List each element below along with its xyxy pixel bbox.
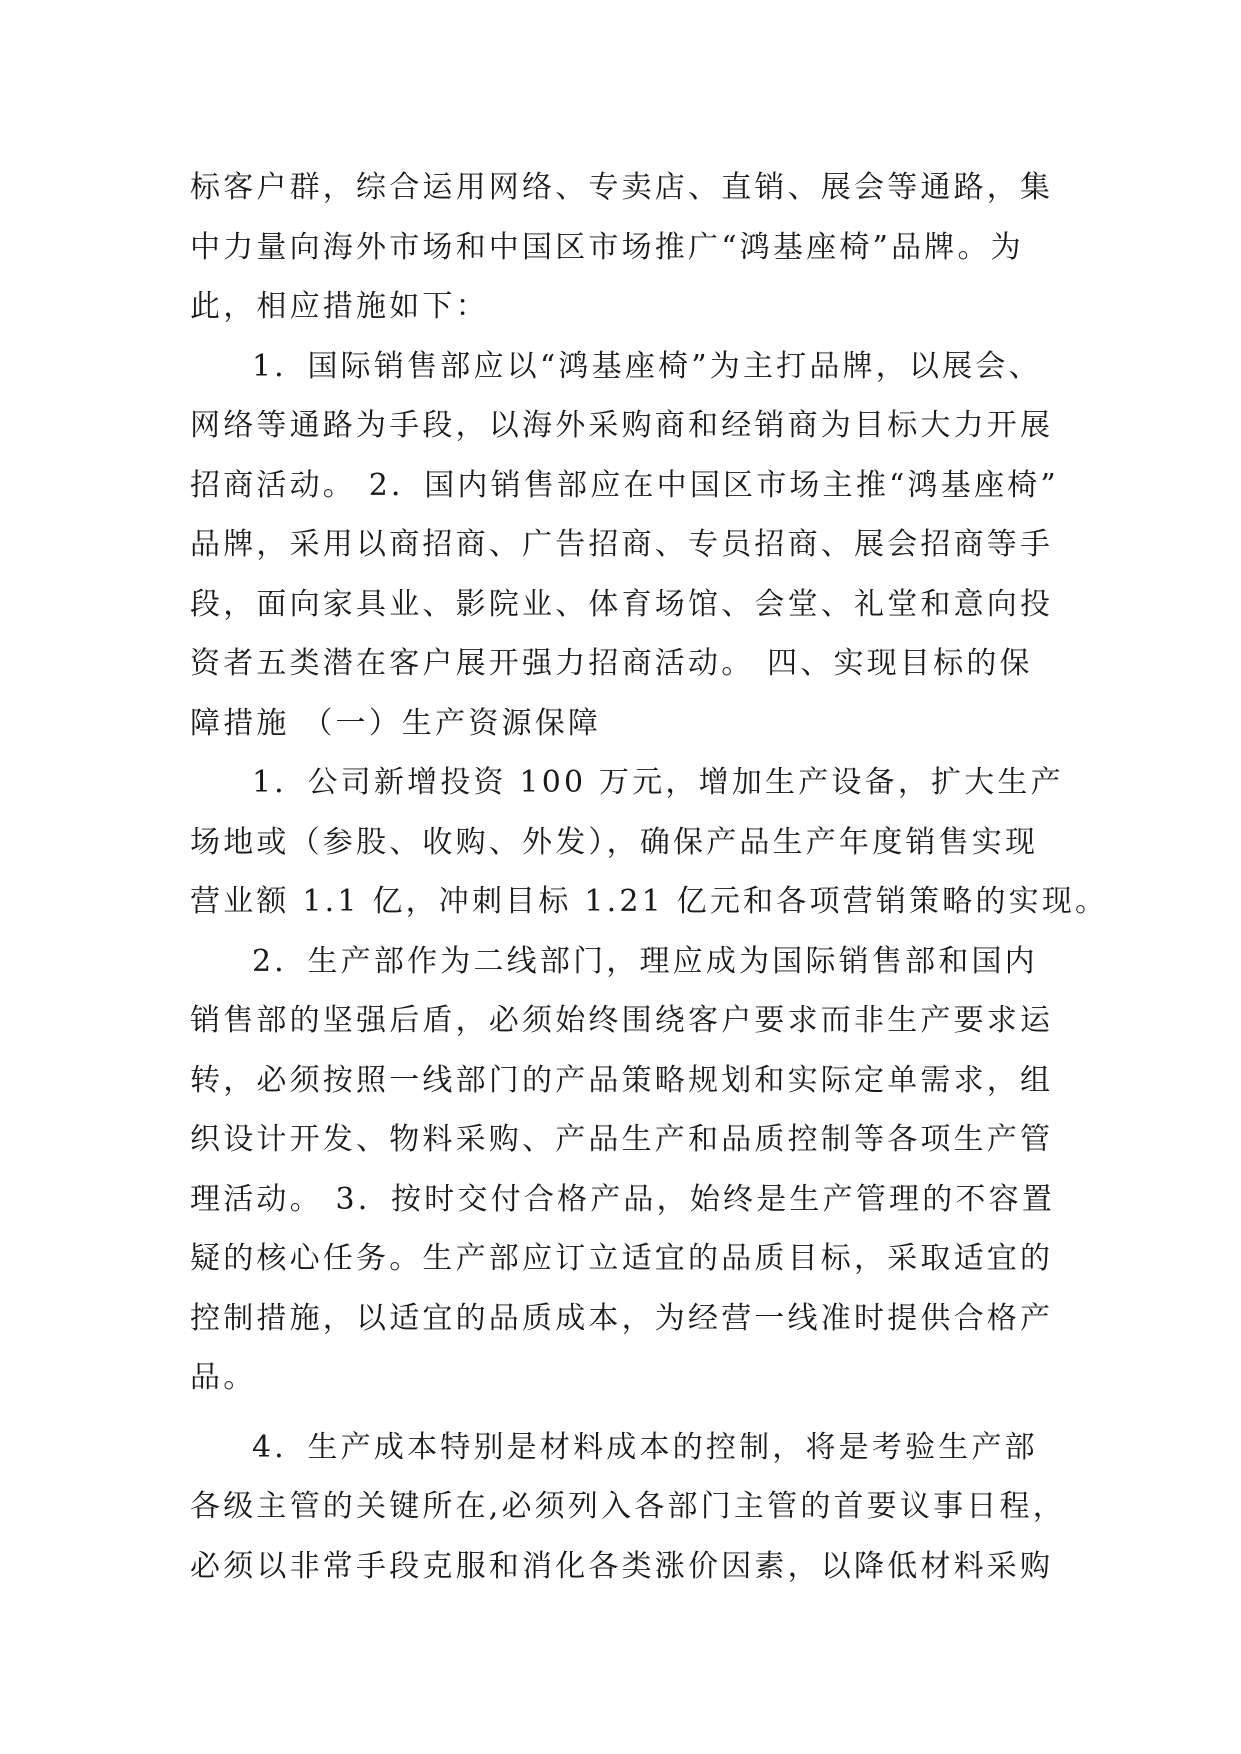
text-line: 控制措施，以适宜的品质成本，为经营一线准时提供合格产 (190, 1300, 1054, 1336)
body-text (190, 158, 1109, 1596)
text-line: 品。 (190, 1360, 257, 1395)
text-line: 销售部的坚强后盾，必须始终围绕客户要求而非生产要求运 (190, 1003, 1054, 1038)
text-line: 疑的核心任务。生产部应订立适宜的品质目标，采取适宜的 (190, 1241, 1054, 1276)
text-line: 织设计开发、物料采购、产品生产和品质控制等各项生产管 (190, 1122, 1054, 1157)
text-line: 场地或（参股、收购、外发），确保产品生产年度销售实现 (190, 824, 1039, 860)
text-line: 段，面向家具业、影院业、体育场馆、会堂、礼堂和意向投 (190, 586, 1054, 622)
text-line: 障措施 （一）生产资源保障 (190, 705, 602, 741)
text-line: 2．生产部作为二线部门，理应成为国际销售部和国内 (252, 943, 1038, 979)
text-line: 资者五类潜在客户展开强力招商活动。 四、实现目标的保 (190, 646, 1033, 681)
text-line: 招商活动。 2．国内销售部应在中国区市场主推“鸿基座椅” (190, 467, 1059, 503)
text-line: 4．生产成本特别是材料成本的控制，将是考验生产部 (252, 1429, 1038, 1465)
text-line: 必须以非常手段克服和消化各类涨价因素，以降低材料采购 (190, 1548, 1054, 1584)
text-line: 营业额 1.1 亿，冲刺目标 1.21 亿元和各项营销策略的实现。 (190, 884, 1109, 919)
text-line: 标客户群，综合运用网络、专卖店、直销、展会等通路，集 (190, 170, 1054, 205)
text-line: 此，相应措施如下： (190, 289, 489, 324)
text-line: 品牌，采用以商招商、广告招商、专员招商、展会招商等手 (190, 527, 1054, 562)
text-line: 理活动。 3．按时交付合格产品，始终是生产管理的不容置 (190, 1181, 1056, 1217)
text-line: 1．国际销售部应以“鸿基座椅”为主打品牌，以展会、 (252, 348, 1042, 384)
text-line: 1．公司新增投资 100 万元，增加生产设备，扩大生产 (252, 765, 1064, 800)
text-line: 转，必须按照一线部门的产品策略规划和实际定单需求，组 (190, 1062, 1054, 1098)
text-line: 网络等通路为手段，以海外采购商和经销商为目标大力开展 (190, 408, 1054, 443)
paragraph-spacer (190, 1408, 1070, 1418)
text-line: 中力量向海外市场和中国区市场推广“鸿基座椅”品牌。为 (190, 229, 1024, 265)
text-line: 各级主管的关键所在,必须列入各部门主管的首要议事日程， (190, 1489, 1066, 1524)
